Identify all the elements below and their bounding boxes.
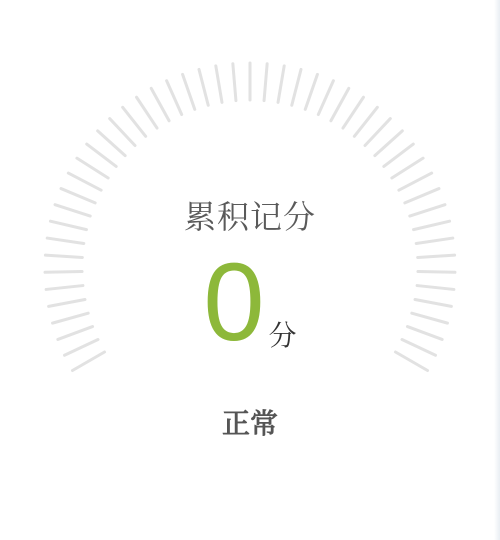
gauge-tick [98,131,125,156]
gauge-title: 累积记分 [183,198,316,236]
gauge-tick [365,119,390,146]
gauge-tick [343,97,363,128]
gauge-tick [318,81,333,115]
scroll-edge [494,0,500,540]
gauge-tick [167,81,182,115]
gauge-tick [87,144,116,166]
score-unit: 分 [268,319,297,352]
gauge-tick [110,119,135,146]
gauge-tick [137,97,157,128]
gauge-tick [399,173,432,190]
gauge-tick [278,66,284,102]
gauge-tick [264,64,267,101]
gauge-tick [416,238,453,243]
gauge-tick [375,131,402,156]
gauge-tick [77,158,108,178]
gauge-tick [305,74,317,109]
gauge-tick [292,69,301,105]
score-display [0,241,500,364]
gauge-tick [183,74,195,109]
gauge-tick [123,107,146,136]
gauge-tick [151,88,169,120]
score-value: 0 [203,241,265,364]
gauge-tick [199,69,208,105]
status-text: 正常 [221,407,278,440]
gauge-tick [392,158,423,178]
gauge-tick [354,107,377,136]
gauge-tick [68,173,101,190]
gauge-tick [233,64,236,101]
gauge-tick [384,144,413,166]
gauge-tick [47,238,84,243]
gauge-tick [216,66,222,102]
gauge-tick [331,88,349,120]
